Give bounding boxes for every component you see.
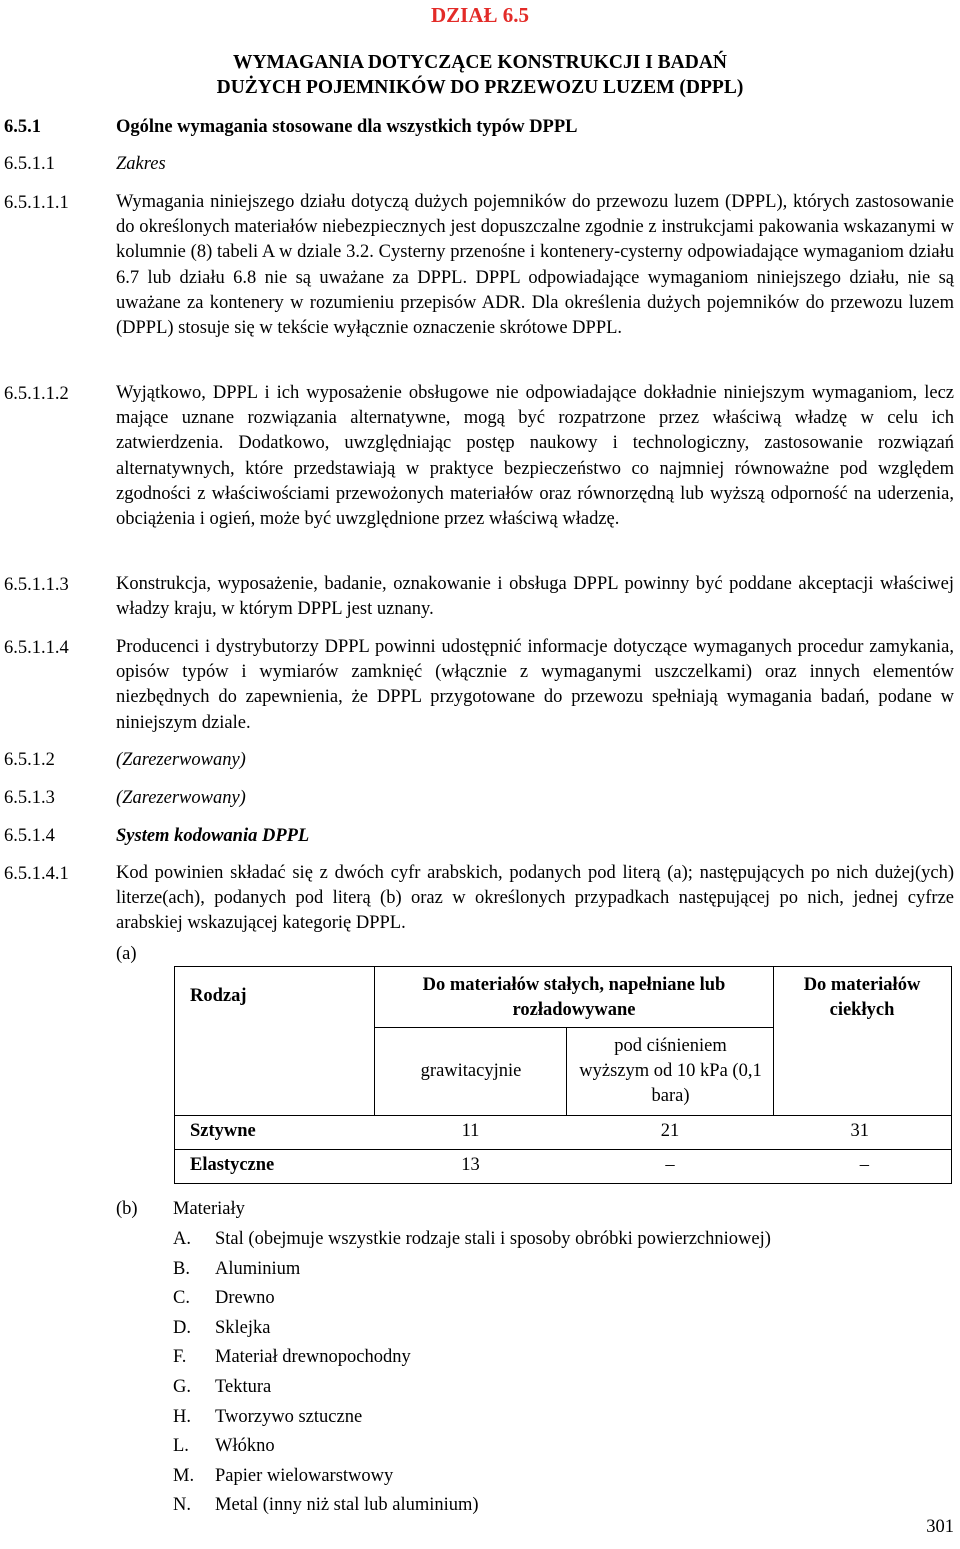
materials-title: Materiały	[173, 1199, 245, 1219]
materials-list	[173, 1225, 771, 1521]
material-name: Drewno	[215, 1288, 275, 1309]
material-item	[173, 1462, 771, 1492]
material-letter: M.	[173, 1465, 195, 1486]
table-border-left	[174, 966, 175, 1184]
paragraph-number-6-5-1-1-2: 6.5.1.1.2	[4, 384, 69, 404]
table-border-right	[951, 966, 952, 1184]
row-sztywne-gravity: 11	[461, 1121, 480, 1141]
material-letter: G.	[173, 1376, 191, 1397]
paragraph-6-5-1-1-3: Konstrukcja, wyposażenie, badanie, oznakowanie i obsługa DPPL powinny być poddane akceptacji właściwej władzy kraju, w którym DPPL jest uznany.	[116, 574, 954, 620]
paragraph-number-6-5-1-1-4: 6.5.1.1.4	[4, 638, 69, 658]
material-letter: F.	[173, 1347, 187, 1368]
section-number-6-5-1-2: 6.5.1.2	[4, 750, 55, 770]
material-name: Papier wielowarstwowy	[215, 1465, 394, 1486]
material-name: Tworzywo sztuczne	[215, 1406, 363, 1427]
material-item	[173, 1225, 771, 1255]
paragraph-6-5-1-1-4: Producenci i dystrybutorzy DPPL powinni udostępnić informacje dotyczące wymaganych procedur zamykania, opisów typów i wymiarów zamknięć (włącznie z wymaganymi uszczelkami) oraz innych elementów niezbędnych do zapewnienia, że DPPL przygotowane do przewozu spełniają wymagania badań, podane w niniejszym dziale.	[116, 637, 954, 733]
section-title-6-5-1: Ogólne wymagania stosowane dla wszystkich typów DPPL	[116, 117, 578, 137]
row-elastyczne-label: Elastyczne	[190, 1155, 275, 1175]
table-divider-col2	[566, 1027, 567, 1115]
section-title-6-5-1-3: (Zarezerwowany)	[116, 788, 246, 808]
material-item	[173, 1373, 771, 1403]
row-elastyczne-pressure: –	[665, 1155, 675, 1175]
paragraph-number-6-5-1-4-1: 6.5.1.4.1	[4, 864, 69, 884]
table-divider-header	[174, 1115, 952, 1116]
material-letter: H.	[173, 1406, 191, 1427]
paragraph-6-5-1-1-2: Wyjątkowo, DPPL i ich wyposażenie obsługowe nie odpowiadające dokładnie niniejszym wymaganiom, lecz mające uznane rozwiązania alternatywne, mogą być rozpatrzone przez właściwą władzę w celu ich zatwierdzenia. Dodatkowo, uwzględniając postęp naukowy i technologiczny, zastosowanie rozwiązań alternatywnych, które przedstawiają w praktyce bezpieczeństwo co najmniej równoważne pod względem zgodności z właściwościami przewożonych materiałów oraz równorzędną lub wyższą odporność na uderzenia, obciążenia i ogień, może być uwzględnione przez właściwą władzę.	[116, 383, 954, 530]
table-border-bottom	[174, 1183, 952, 1184]
row-sztywne-liquid-value: 31	[850, 1121, 869, 1141]
material-name: Stal (obejmuje wszystkie rodzaje stali i sposoby obróbki powierzchniowej)	[215, 1229, 771, 1249]
material-name: Tektura	[215, 1376, 272, 1397]
paragraph-number-6-5-1-1-3: 6.5.1.1.3	[4, 575, 69, 595]
header-rodzaj: Rodzaj	[190, 986, 247, 1006]
row-elastyczne-liquid-value: –	[859, 1155, 869, 1175]
material-letter: L.	[173, 1436, 189, 1457]
materials-label-b: (b)	[116, 1199, 138, 1219]
table-label-a: (a)	[116, 944, 137, 964]
material-letter: A.	[173, 1229, 191, 1249]
material-item	[173, 1491, 771, 1521]
material-item	[173, 1432, 771, 1462]
material-item	[173, 1343, 771, 1373]
material-item	[173, 1255, 771, 1285]
material-item	[173, 1284, 771, 1314]
table-divider-row	[174, 1149, 952, 1150]
material-name: Aluminium	[215, 1258, 301, 1279]
section-number-6-5-1-1: 6.5.1.1	[4, 154, 55, 174]
chapter-title-line-2: DUŻYCH POJEMNIKÓW DO PRZEWOZU LUZEM (DPPL)	[216, 77, 744, 98]
section-number-6-5-1: 6.5.1	[4, 117, 41, 137]
row-elastyczne-gravity: 13	[461, 1155, 480, 1175]
paragraph-number-6-5-1-1-1: 6.5.1.1.1	[4, 193, 69, 213]
page-number: 301	[926, 1517, 954, 1537]
row-sztywne-liquid	[774, 1119, 951, 1144]
material-letter: N.	[173, 1495, 191, 1516]
material-item	[173, 1314, 771, 1344]
header-pressure: pod ciśnieniem wyższym od 10 kPa (0,1 bara)	[579, 1036, 762, 1106]
section-title-6-5-1-1: Zakres	[116, 154, 166, 174]
row-elastyczne-liquid	[774, 1153, 951, 1178]
row-sztywne-label: Sztywne	[190, 1121, 256, 1141]
paragraph-6-5-1-4-1: Kod powinien składać się z dwóch cyfr arabskich, podanych pod literą (a); następujących po nich dużej(ych) literze(ach), podanych pod literą (b) oraz w określonych przypadkach następującej po nich, jednej cyfrze arabskiej wskazującej kategorię DPPL.	[116, 863, 954, 934]
header-gravity: grawitacyjnie	[420, 1061, 522, 1081]
chapter-heading: DZIAŁ 6.5	[430, 3, 530, 27]
material-name: Materiał drewnopochodny	[215, 1347, 411, 1368]
material-name: Metal (inny niż stal lub aluminium)	[215, 1495, 479, 1516]
material-letter: C.	[173, 1288, 190, 1309]
material-letter: D.	[173, 1317, 191, 1338]
table-divider-col1	[374, 966, 375, 1115]
material-letter: B.	[173, 1258, 190, 1279]
section-number-6-5-1-3: 6.5.1.3	[4, 788, 55, 808]
section-title-6-5-1-4: System kodowania DPPL	[116, 826, 310, 846]
row-sztywne-pressure: 21	[660, 1121, 680, 1141]
table-divider-subheader	[374, 1027, 773, 1028]
table-divider-col3	[773, 966, 774, 1115]
material-name: Włókno	[215, 1436, 275, 1457]
material-name: Sklejka	[215, 1317, 271, 1338]
chapter-title	[0, 50, 960, 100]
section-title-6-5-1-2: (Zarezerwowany)	[116, 750, 246, 770]
header-solid: Do materiałów stałych, napełniane lub rozładowywane	[422, 975, 726, 1020]
paragraph-6-5-1-1-1: Wymagania niniejszego działu dotyczą dużych pojemników do przewozu luzem (DPPL), których zastosowanie do określonych materiałów niebezpiecznych jest dopuszczalne zgodnie z instrukcjami pakowania wskazanymi w kolumnie (8) tabeli A w dziale 3.2. Cysterny przenośne i kontenery-cysterny odpowiadające wymaganiom działu 6.7 lub działu 6.8 nie są uważane za DPPL. DPPL odpowiadające wymaganiom niniejszego działu, nie są uważane za kontenery w rozumieniu przepisów ADR. Dla określenia dużych pojemników do przewozu luzem (DPPL) stosuje się w tekście wyłącznie oznaczenie skrótowe DPPL.	[116, 192, 954, 339]
chapter-title-line-1: WYMAGANIA DOTYCZĄCE KONSTRUKCJI I BADAŃ	[232, 52, 728, 73]
material-item	[173, 1403, 771, 1433]
table-border-top	[174, 966, 952, 967]
section-number-6-5-1-4: 6.5.1.4	[4, 826, 55, 846]
header-liquid: Do materiałów ciekłych	[803, 975, 921, 1020]
